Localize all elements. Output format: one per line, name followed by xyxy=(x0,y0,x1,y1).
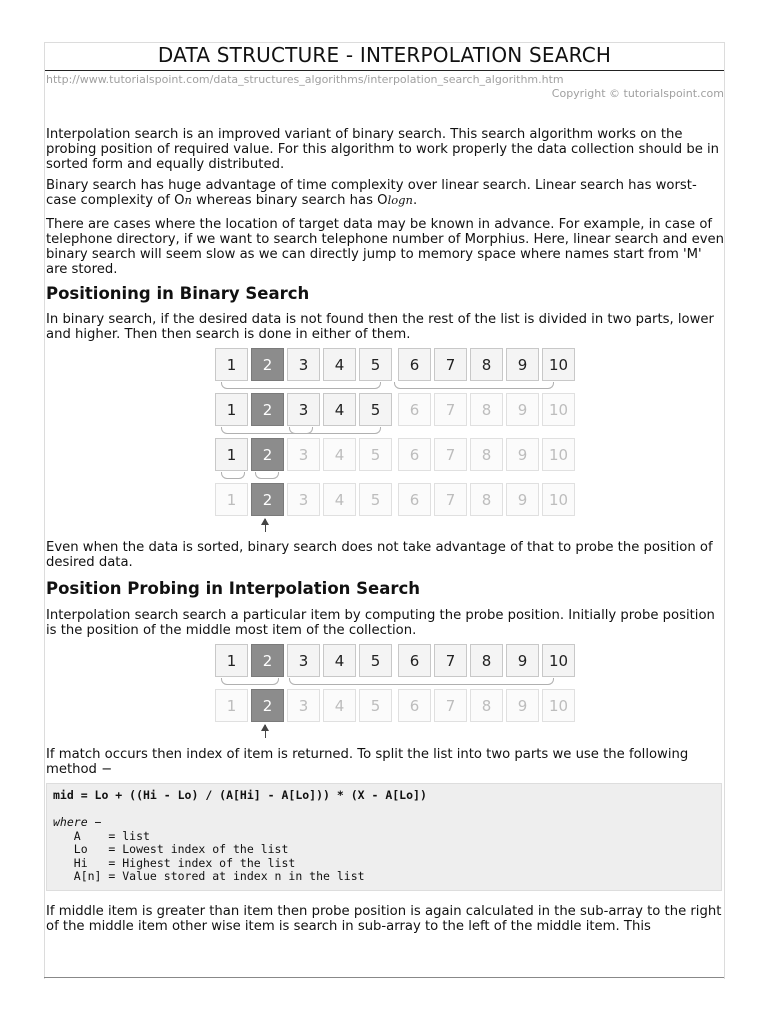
document-page xyxy=(44,42,725,979)
interpolation-paragraph-2: If match occurs then index of item is returned. To split the list into two parts we use the following method − xyxy=(46,747,689,777)
page-title: DATA STRUCTURE - INTERPOLATION SEARCH xyxy=(45,43,724,71)
binary-paragraph-2: Even when the data is sorted, binary search does not take advantage of that to probe the position of desired data. xyxy=(46,540,713,570)
number-cell: 8 xyxy=(470,393,503,426)
number-cell: 4 xyxy=(323,644,356,677)
split-brace xyxy=(289,678,554,685)
number-cell: 1 xyxy=(215,438,248,471)
number-row xyxy=(215,644,724,677)
number-cell: 5 xyxy=(359,393,392,426)
arrow-row xyxy=(215,516,724,532)
number-cell: 6 xyxy=(398,348,431,381)
section-heading-binary: Positioning in Binary Search xyxy=(46,284,310,303)
number-row xyxy=(215,689,724,722)
number-cell: 2 xyxy=(251,689,284,722)
brace-row xyxy=(215,471,724,483)
number-cell: 6 xyxy=(398,689,431,722)
number-cell: 9 xyxy=(506,483,539,516)
number-cell: 4 xyxy=(323,483,356,516)
split-brace xyxy=(289,427,381,434)
number-cell: 4 xyxy=(323,348,356,381)
intro-paragraph-1: Interpolation search is an improved variant of binary search. This search algorithm works on the probing position of required value. For this algorithm to work properly the data collection should be in sorted form and equally distributed. xyxy=(46,127,720,172)
number-cell: 10 xyxy=(542,689,575,722)
number-cell: 2 xyxy=(251,393,284,426)
number-cell: 5 xyxy=(359,348,392,381)
copyright-notice: Copyright © tutorialspoint.com xyxy=(551,87,724,100)
number-cell: 6 xyxy=(398,644,431,677)
interpolation-paragraph-1: Interpolation search search a particular item by computing the probe position. Initially probe position is the position of the middle most item of the collection. xyxy=(46,608,715,638)
code-line: Lo = Lowest index of the list xyxy=(53,842,289,856)
number-cell: 8 xyxy=(470,483,503,516)
number-cell: 3 xyxy=(287,483,320,516)
split-brace xyxy=(221,382,381,389)
number-cell: 3 xyxy=(287,689,320,722)
number-cell: 4 xyxy=(323,689,356,722)
number-cell: 10 xyxy=(542,644,575,677)
number-cell: 10 xyxy=(542,393,575,426)
page-bottom-rule xyxy=(44,977,724,978)
number-cell: 6 xyxy=(398,393,431,426)
number-cell: 1 xyxy=(215,348,248,381)
code-line: A[n] = Value stored at index n in the list xyxy=(53,869,365,883)
number-cell: 2 xyxy=(251,438,284,471)
number-cell: 7 xyxy=(434,689,467,722)
split-brace xyxy=(255,472,279,479)
number-cell: 10 xyxy=(542,438,575,471)
brace-row xyxy=(215,381,724,393)
number-cell: 6 xyxy=(398,438,431,471)
number-cell: 9 xyxy=(506,438,539,471)
number-cell: 7 xyxy=(434,644,467,677)
number-cell: 5 xyxy=(359,438,392,471)
number-cell: 5 xyxy=(359,483,392,516)
code-block xyxy=(46,783,722,891)
number-cell: 9 xyxy=(506,644,539,677)
intro-paragraph-2: Binary search has huge advantage of time complexity over linear search. Linear search has worst-case complexity of On whereas binary search has Ologn. xyxy=(46,178,697,208)
interpolation-probe-figure xyxy=(215,644,724,738)
code-formula: mid = Lo + ((Hi - Lo) / (A[Hi] - A[Lo])) * (X - A[Lo]) xyxy=(53,788,427,802)
number-cell: 7 xyxy=(434,393,467,426)
number-cell: 9 xyxy=(506,348,539,381)
split-brace xyxy=(221,678,279,685)
number-cell: 1 xyxy=(215,393,248,426)
source-url[interactable]: http://www.tutorialspoint.com/data_structures_algorithms/interpolation_search_algorithm.htm xyxy=(46,73,564,86)
number-cell: 8 xyxy=(470,689,503,722)
code-line: A = list xyxy=(53,828,150,843)
number-cell: 8 xyxy=(470,348,503,381)
number-cell: 3 xyxy=(287,438,320,471)
split-brace xyxy=(221,472,245,479)
number-cell: 2 xyxy=(251,348,284,381)
number-row xyxy=(215,438,724,471)
number-cell: 4 xyxy=(323,393,356,426)
number-cell: 10 xyxy=(542,348,575,381)
code-where: where − xyxy=(53,815,102,829)
number-row xyxy=(215,483,724,516)
up-arrow-icon xyxy=(265,725,266,738)
number-cell: 9 xyxy=(506,689,539,722)
number-cell: 3 xyxy=(287,644,320,677)
number-cell: 9 xyxy=(506,393,539,426)
up-arrow-icon xyxy=(265,519,266,532)
section-heading-interpolation: Position Probing in Interpolation Search xyxy=(46,579,421,598)
code-line: Hi = Highest index of the list xyxy=(53,855,296,870)
number-cell: 1 xyxy=(215,644,248,677)
number-cell: 6 xyxy=(398,483,431,516)
number-cell: 7 xyxy=(434,438,467,471)
number-cell: 8 xyxy=(470,438,503,471)
number-cell: 5 xyxy=(359,689,392,722)
number-row xyxy=(215,348,724,381)
number-row xyxy=(215,393,724,426)
brace-row xyxy=(215,677,724,689)
number-cell: 2 xyxy=(251,644,284,677)
interpolation-paragraph-3: If middle item is greater than item then probe position is again calculated in the sub-array to the right of the middle item other wise item is search in sub-array to the left of the middle item. This xyxy=(46,903,722,934)
number-cell: 1 xyxy=(215,483,248,516)
number-cell: 5 xyxy=(359,644,392,677)
number-cell: 3 xyxy=(287,348,320,381)
number-cell: 3 xyxy=(287,393,320,426)
binary-paragraph-1: In binary search, if the desired data is not found then the rest of the list is divided in two parts, lower and higher. Then then search is done in either of them. xyxy=(46,312,714,342)
number-cell: 8 xyxy=(470,644,503,677)
number-cell: 7 xyxy=(434,483,467,516)
brace-row xyxy=(215,426,724,438)
number-cell: 2 xyxy=(251,483,284,516)
binary-search-figure xyxy=(215,348,724,532)
number-cell: 10 xyxy=(542,483,575,516)
arrow-row xyxy=(215,722,724,738)
split-brace xyxy=(394,382,554,389)
number-cell: 4 xyxy=(323,438,356,471)
intro-paragraph-3: There are cases where the location of target data may be known in advance. For example, in case of telephone directory, if we want to search telephone number of Morphius. Here, linear search and even binary search will seem slow as we can directly jump to memory space where names start from 'M' are stored. xyxy=(46,217,725,277)
number-cell: 7 xyxy=(434,348,467,381)
number-cell: 1 xyxy=(215,689,248,722)
